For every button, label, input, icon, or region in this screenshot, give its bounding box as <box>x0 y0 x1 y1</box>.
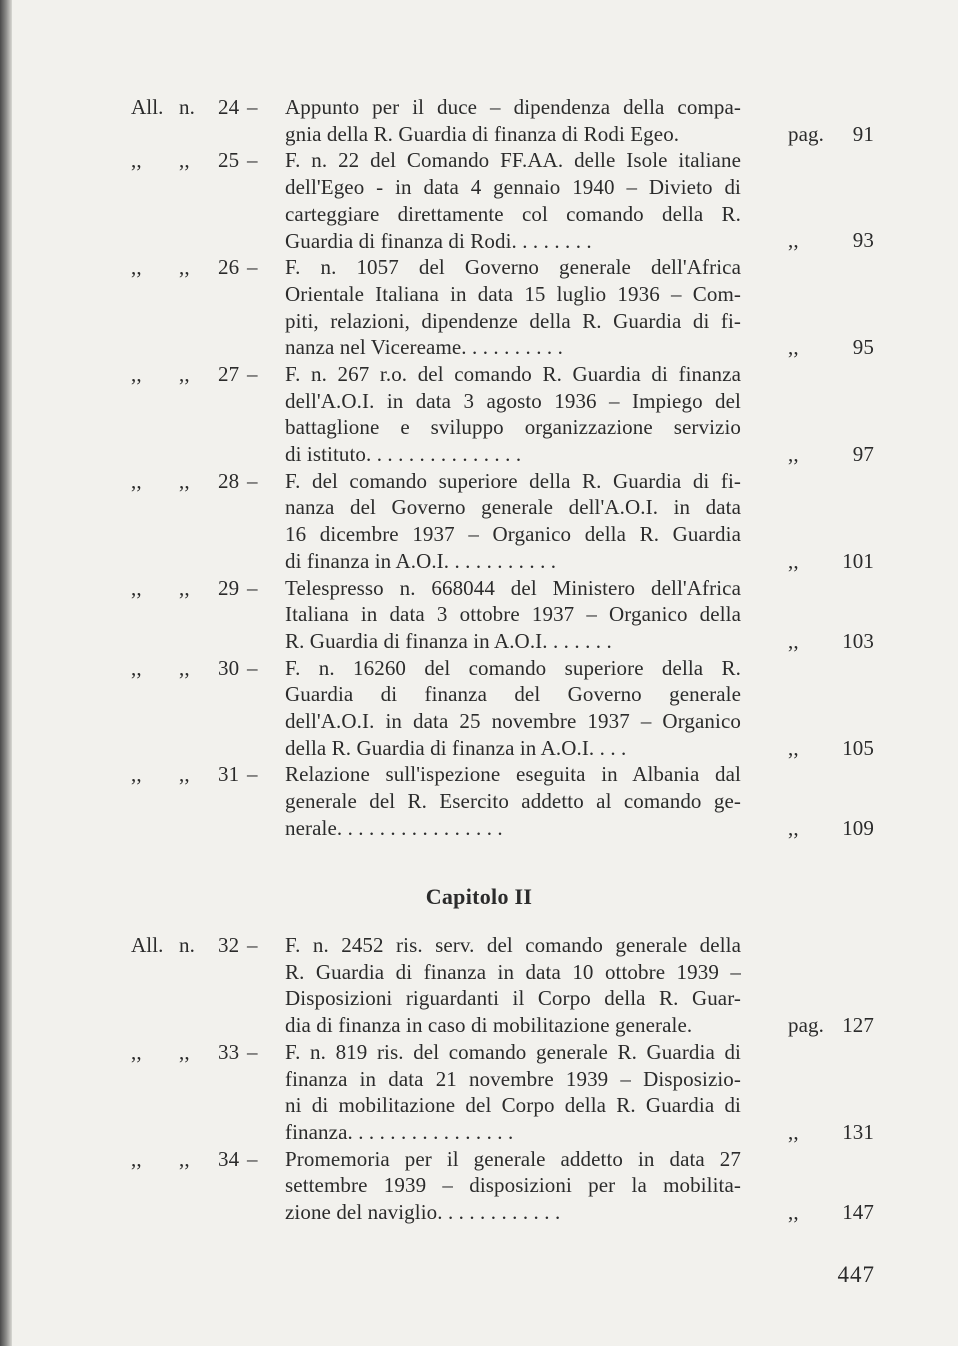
entry-dash: – <box>247 95 258 119</box>
entry-dash: – <box>247 255 258 280</box>
entry-description <box>285 932 741 1039</box>
entry-label-n: n. <box>179 933 195 957</box>
entry-line: gnia della R. Guardia di finanza di Rodi Egeo. <box>285 121 680 146</box>
entry-page-number: 95 <box>852 335 874 360</box>
entry-page-number: 103 <box>842 628 874 653</box>
page-number: 447 <box>837 1262 875 1287</box>
entry-label-n: ,, <box>179 575 190 600</box>
entry-page-prefix: ,, <box>788 442 799 467</box>
entry-label-n: ,, <box>179 361 190 386</box>
entry-line: piti, relazioni, dipendenze della R. Guardia di fi- <box>285 308 741 333</box>
entry-label-all: ,, <box>131 255 142 280</box>
entry-label-n: ,, <box>179 1039 190 1064</box>
entry-label-all: All. <box>131 933 164 957</box>
entry-line: Orientale Italiana in data 15 luglio 1936 – Com- <box>285 281 741 306</box>
entry-dash: – <box>247 148 258 173</box>
entry-number: 30 <box>218 655 240 680</box>
toc-section-2 <box>0 932 958 1226</box>
entry-label-n: ,, <box>179 255 190 280</box>
entry-page-prefix: ,, <box>788 1199 799 1224</box>
entry-label-n: ,, <box>179 1146 190 1171</box>
entry-line: Guardia di finanza di Rodi. . . . . . . . <box>285 228 592 253</box>
entry-line: finanza. . . . . . . . . . . . . . . . <box>285 1119 514 1144</box>
entry-label-all: ,, <box>131 1146 142 1171</box>
entry-number: 26 <box>218 255 240 280</box>
toc-entry <box>0 761 958 841</box>
entry-line: Relazione sull'ispezione eseguita in Albania dal <box>285 762 741 787</box>
entry-number: 34 <box>218 1146 240 1171</box>
entry-label-all: ,, <box>131 762 142 787</box>
entry-dash: – <box>247 575 258 600</box>
entry-description <box>285 147 741 254</box>
toc-entry <box>0 1039 958 1146</box>
entry-page-number: 101 <box>842 548 874 573</box>
entry-line: F. del comando superiore della R. Guardia di fi- <box>285 468 741 493</box>
entry-number: 29 <box>218 575 240 600</box>
entry-description <box>285 1146 741 1226</box>
entry-label-all: ,, <box>131 655 142 680</box>
entry-description <box>285 361 741 468</box>
entry-line: ni di mobilitazione del Corpo della R. Guardia di <box>285 1093 741 1118</box>
entry-line: Promemoria per il generale addetto in data 27 <box>285 1146 741 1171</box>
chapter-title: Capitolo II <box>425 884 533 909</box>
entry-line: generale del R. Esercito addetto al comando ge- <box>285 789 741 814</box>
entry-page-number: 97 <box>852 442 874 467</box>
entry-dash: – <box>247 655 258 680</box>
entry-line: nanza nel Vicereame. . . . . . . . . . <box>285 335 563 360</box>
entry-line: Disposizioni riguardanti il Corpo della R. Guar- <box>285 986 741 1011</box>
entry-line: F. n. 1057 del Governo generale dell'Africa <box>285 255 741 280</box>
entry-line: zione del naviglio. . . . . . . . . . . . <box>285 1200 561 1224</box>
entry-dash: – <box>247 933 258 957</box>
entry-page-prefix: pag. <box>788 121 824 146</box>
entry-page-prefix: ,, <box>788 335 799 360</box>
toc-entry <box>0 655 958 762</box>
entry-label-all: ,, <box>131 575 142 600</box>
entry-line: carteggiare direttamente col comando della R. <box>285 201 741 226</box>
entry-line: Telespresso n. 668044 del Ministero dell'Africa <box>285 575 741 600</box>
entry-page-number: 109 <box>842 815 874 840</box>
entry-page-number: 131 <box>842 1119 874 1144</box>
entry-line: dell'Egeo - in data 4 gennaio 1940 – Divieto di <box>285 175 741 200</box>
entry-description <box>285 1039 741 1146</box>
entry-label-n: ,, <box>179 762 190 787</box>
toc-entry <box>0 1146 958 1226</box>
entry-description <box>285 655 741 762</box>
entry-line: settembre 1939 – disposizioni per la mobilita- <box>285 1173 741 1198</box>
entry-label-n: ,, <box>179 655 190 680</box>
entry-line: R. Guardia di finanza in A.O.I. . . . . . . <box>285 628 612 653</box>
entry-description <box>285 94 741 147</box>
entry-page-prefix: ,, <box>788 548 799 573</box>
entry-number: 27 <box>218 361 240 386</box>
entry-page-number: 93 <box>852 228 874 253</box>
toc-entry <box>0 94 958 147</box>
entry-line: nerale. . . . . . . . . . . . . . . . <box>285 815 503 840</box>
entry-dash: – <box>247 762 258 787</box>
entry-number: 33 <box>218 1039 240 1064</box>
entry-number: 24 <box>218 95 240 119</box>
entry-number: 25 <box>218 148 240 173</box>
entry-page-number: 105 <box>842 735 874 760</box>
entry-label-all: ,, <box>131 361 142 386</box>
entry-label-all: All. <box>131 95 164 119</box>
entry-page-prefix: pag. <box>788 1013 824 1038</box>
entry-line: dell'A.O.I. in data 25 novembre 1937 – Organico <box>285 709 741 734</box>
entry-line: R. Guardia di finanza in data 10 ottobre 1939 – <box>285 959 741 984</box>
entry-page-number: 91 <box>852 121 874 146</box>
entry-line: F. n. 16260 del comando superiore della R. <box>285 655 741 680</box>
entry-label-n: n. <box>179 95 195 119</box>
entry-description <box>285 575 741 655</box>
entry-dash: – <box>247 1039 258 1064</box>
entry-label-all: ,, <box>131 148 142 173</box>
entry-page-number: 147 <box>842 1199 874 1224</box>
entry-description <box>285 254 741 361</box>
entry-line: F. n. 819 ris. del comando generale R. Guardia di <box>285 1039 741 1064</box>
entry-line: Guardia di finanza del Governo generale <box>285 682 741 707</box>
entry-line: di istituto. . . . . . . . . . . . . . . <box>285 442 522 467</box>
toc-section-1 <box>0 94 958 842</box>
entry-label-n: ,, <box>179 468 190 493</box>
toc-entry <box>0 361 958 468</box>
entry-line: finanza in data 21 novembre 1939 – Disposizio- <box>285 1066 741 1091</box>
entry-line: dia di finanza in caso di mobilitazione generale. <box>285 1013 693 1038</box>
entry-page-prefix: ,, <box>788 815 799 840</box>
entry-line: F. n. 22 del Comando FF.AA. delle Isole italiane <box>285 148 741 173</box>
toc-entry <box>0 932 958 1039</box>
toc-entry <box>0 468 958 575</box>
entry-line: battaglione e sviluppo organizzazione servizio <box>285 415 741 440</box>
entry-page-prefix: ,, <box>788 735 799 760</box>
entry-line: dell'A.O.I. in data 3 agosto 1936 – Impiego del <box>285 388 741 413</box>
entry-dash: – <box>247 468 258 493</box>
entry-line: di finanza in A.O.I. . . . . . . . . . . <box>285 548 557 573</box>
entry-dash: – <box>247 1146 258 1171</box>
entry-label-all: ,, <box>131 468 142 493</box>
entry-line: nanza del Governo generale dell'A.O.I. in data <box>285 495 741 520</box>
entry-number: 31 <box>218 762 240 787</box>
entry-description <box>285 761 741 841</box>
toc-entry <box>0 254 958 361</box>
entry-label-n: ,, <box>179 148 190 173</box>
entry-line: Appunto per il duce – dipendenza della compa- <box>285 95 741 119</box>
entry-dash: – <box>247 361 258 386</box>
entry-line: 16 dicembre 1937 – Organico della R. Guardia <box>285 522 741 547</box>
entry-page-prefix: ,, <box>788 628 799 653</box>
entry-label-all: ,, <box>131 1039 142 1064</box>
toc-entry <box>0 575 958 655</box>
entry-page-prefix: ,, <box>788 1119 799 1144</box>
entry-line: F. n. 267 r.o. del comando R. Guardia di finanza <box>285 361 741 386</box>
entry-line: Italiana in data 3 ottobre 1937 – Organico della <box>285 602 741 627</box>
entry-line: della R. Guardia di finanza in A.O.I. . . . <box>285 735 627 760</box>
entry-page-number: 127 <box>842 1013 874 1038</box>
entry-page-prefix: ,, <box>788 228 799 253</box>
entry-number: 32 <box>218 933 240 957</box>
toc-entry <box>0 147 958 254</box>
entry-number: 28 <box>218 468 240 493</box>
entry-description <box>285 468 741 575</box>
entry-line: F. n. 2452 ris. serv. del comando generale della <box>285 933 741 957</box>
